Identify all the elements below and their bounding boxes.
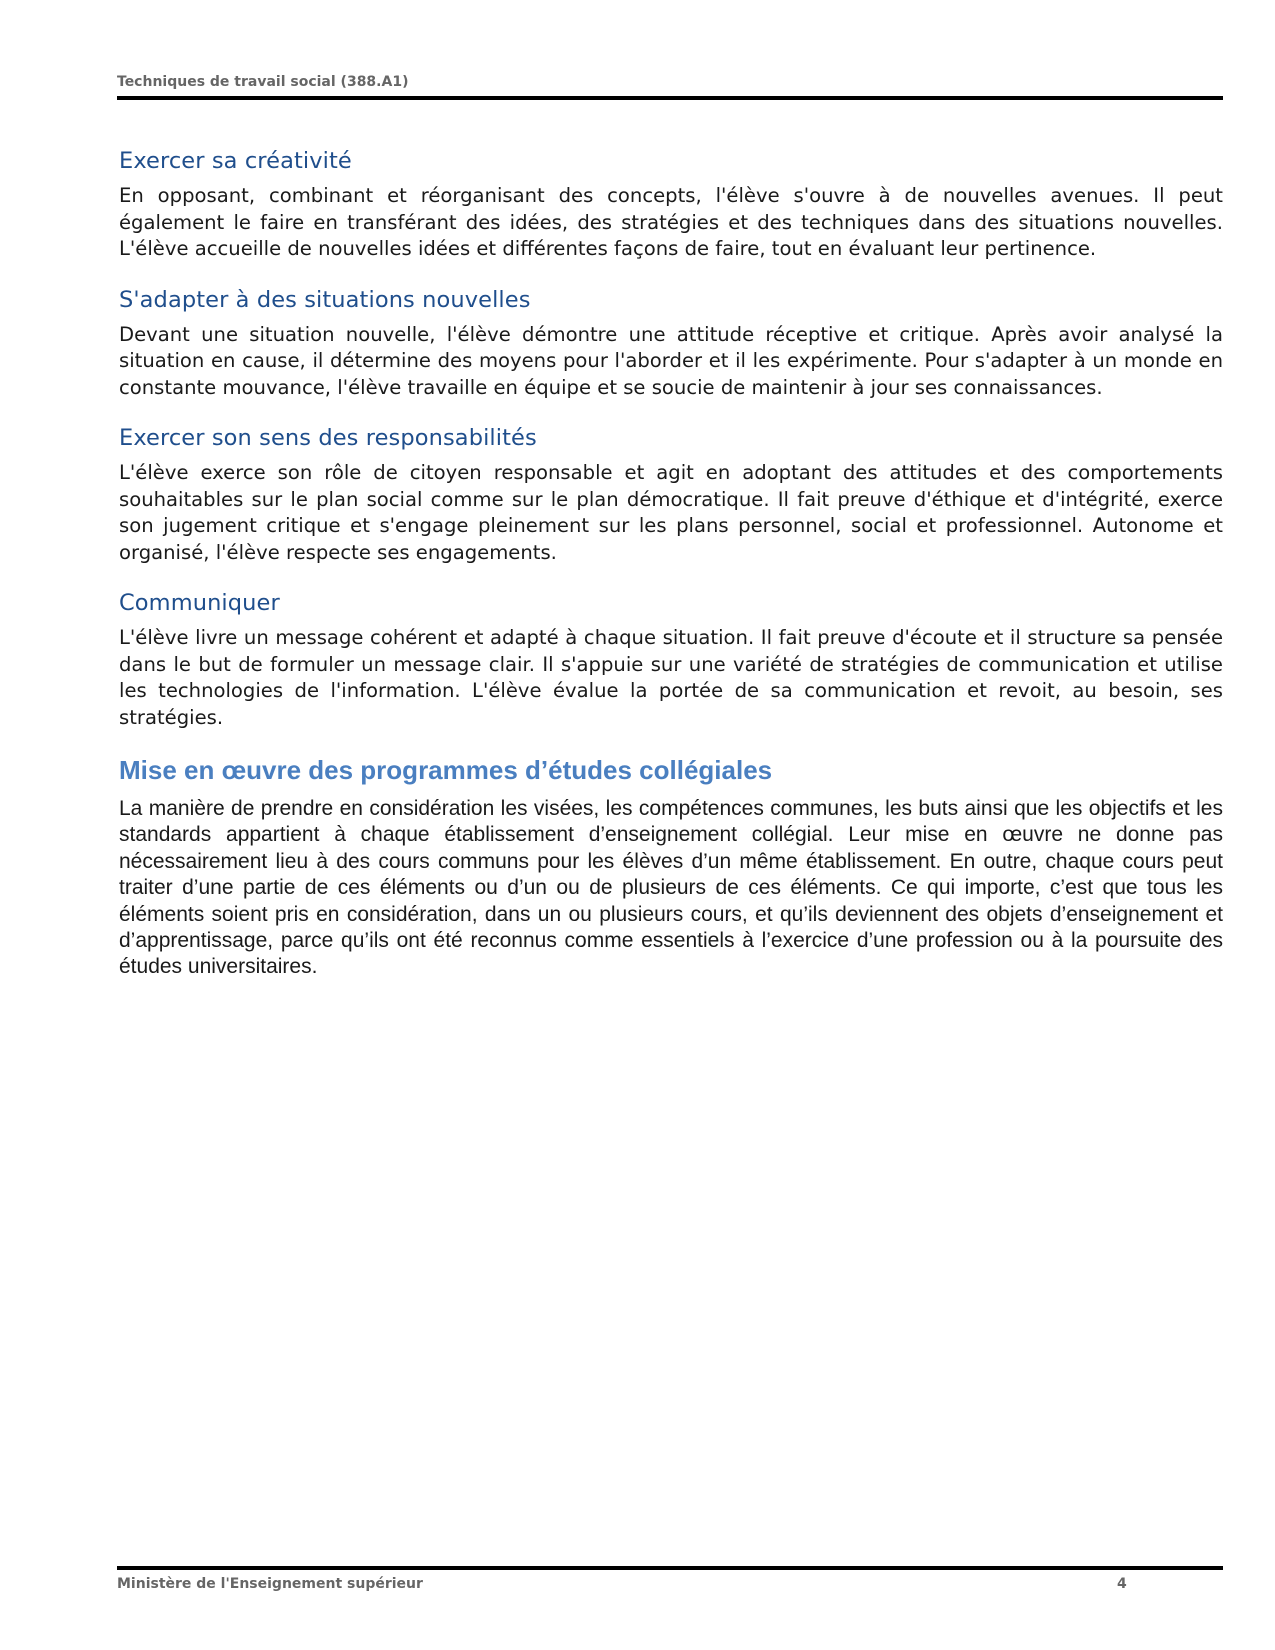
main-section-body: La manière de prendre en considération les visées, les compétences communes, les buts ainsi que les objectifs et les standards appartient à chaque établissement d’enseignement collégial. Leur mise en œuvre ne donne pas nécessairement lieu à des cours communs pour les élèves d’un même établissement. En outre, chaque cours peut traiter d’une partie de ces éléments ou d’un ou de plusieurs de ces éléments. Ce qui importe, c’est que tous les éléments soient pris en considération, dans un ou plusieurs cours, et qu’ils deviennent des objets d’enseignement et d’apprentissage, parce qu’ils ont été reconnus comme essentiels à l’exercice d’une profession ou à la poursuite des études universitaires. xyxy=(119,797,1223,979)
running-header: Techniques de travail social (388.A1) xyxy=(117,74,409,90)
section-body-responsabilites: L'élève exerce son rôle de citoyen responsable et agit en adoptant des attitudes et des comportements souhaitables sur le plan social comme sur le plan démocratique. Il fait preuve d'éthique et d'intégrité, exerce son jugement critique et s'engage pleinement sur les plans personnel, social et professionnel. Autonome et organisé, l'élève respecte ses engagements. xyxy=(119,461,1223,564)
section-body-creativite: En opposant, combinant et réorganisant des concepts, l'élève s'ouvre à de nouvelles avenues. Il peut également le faire en transférant des idées, des stratégies et des techniques dans des situations nouvelles. L'élève accueille de nouvelles idées et différentes façons de faire, tout en évaluant leur pertinence. xyxy=(119,184,1223,260)
section-heading-adapter: S'adapter à des situations nouvelles xyxy=(119,286,531,313)
footer-ministry: Ministère de l'Enseignement supérieur xyxy=(117,1576,423,1592)
section-body-adapter: Devant une situation nouvelle, l'élève démontre une attitude réceptive et critique. Après avoir analysé la situation en cause, il détermine des moyens pour l'aborder et il les expérimente. Pour s'adapter à un monde en constante mouvance, l'élève travaille en équipe et se soucie de maintenir à jour ses connaissances. xyxy=(119,322,1223,399)
main-section-heading: Mise en œuvre des programmes d’études collégiales xyxy=(119,755,773,785)
footer-divider xyxy=(117,1566,1223,1570)
section-heading-responsabilites: Exercer son sens des responsabilités xyxy=(119,425,537,451)
page-number: 4 xyxy=(1117,1576,1127,1592)
section-heading-communiquer: Communiquer xyxy=(119,590,280,616)
section-body-communiquer: L'élève livre un message cohérent et adapté à chaque situation. Il fait preuve d'écoute et il structure sa pensée dans le but de formuler un message clair. Il s'appuie sur une variété de stratégies de communication et utilise les technologies de l'information. L'élève évalue la portée de sa communication et revoit, au besoin, ses stratégies. xyxy=(119,626,1223,729)
page-content xyxy=(119,148,1223,981)
section-heading-creativite: Exercer sa créativité xyxy=(119,148,352,174)
header-divider xyxy=(117,96,1223,100)
